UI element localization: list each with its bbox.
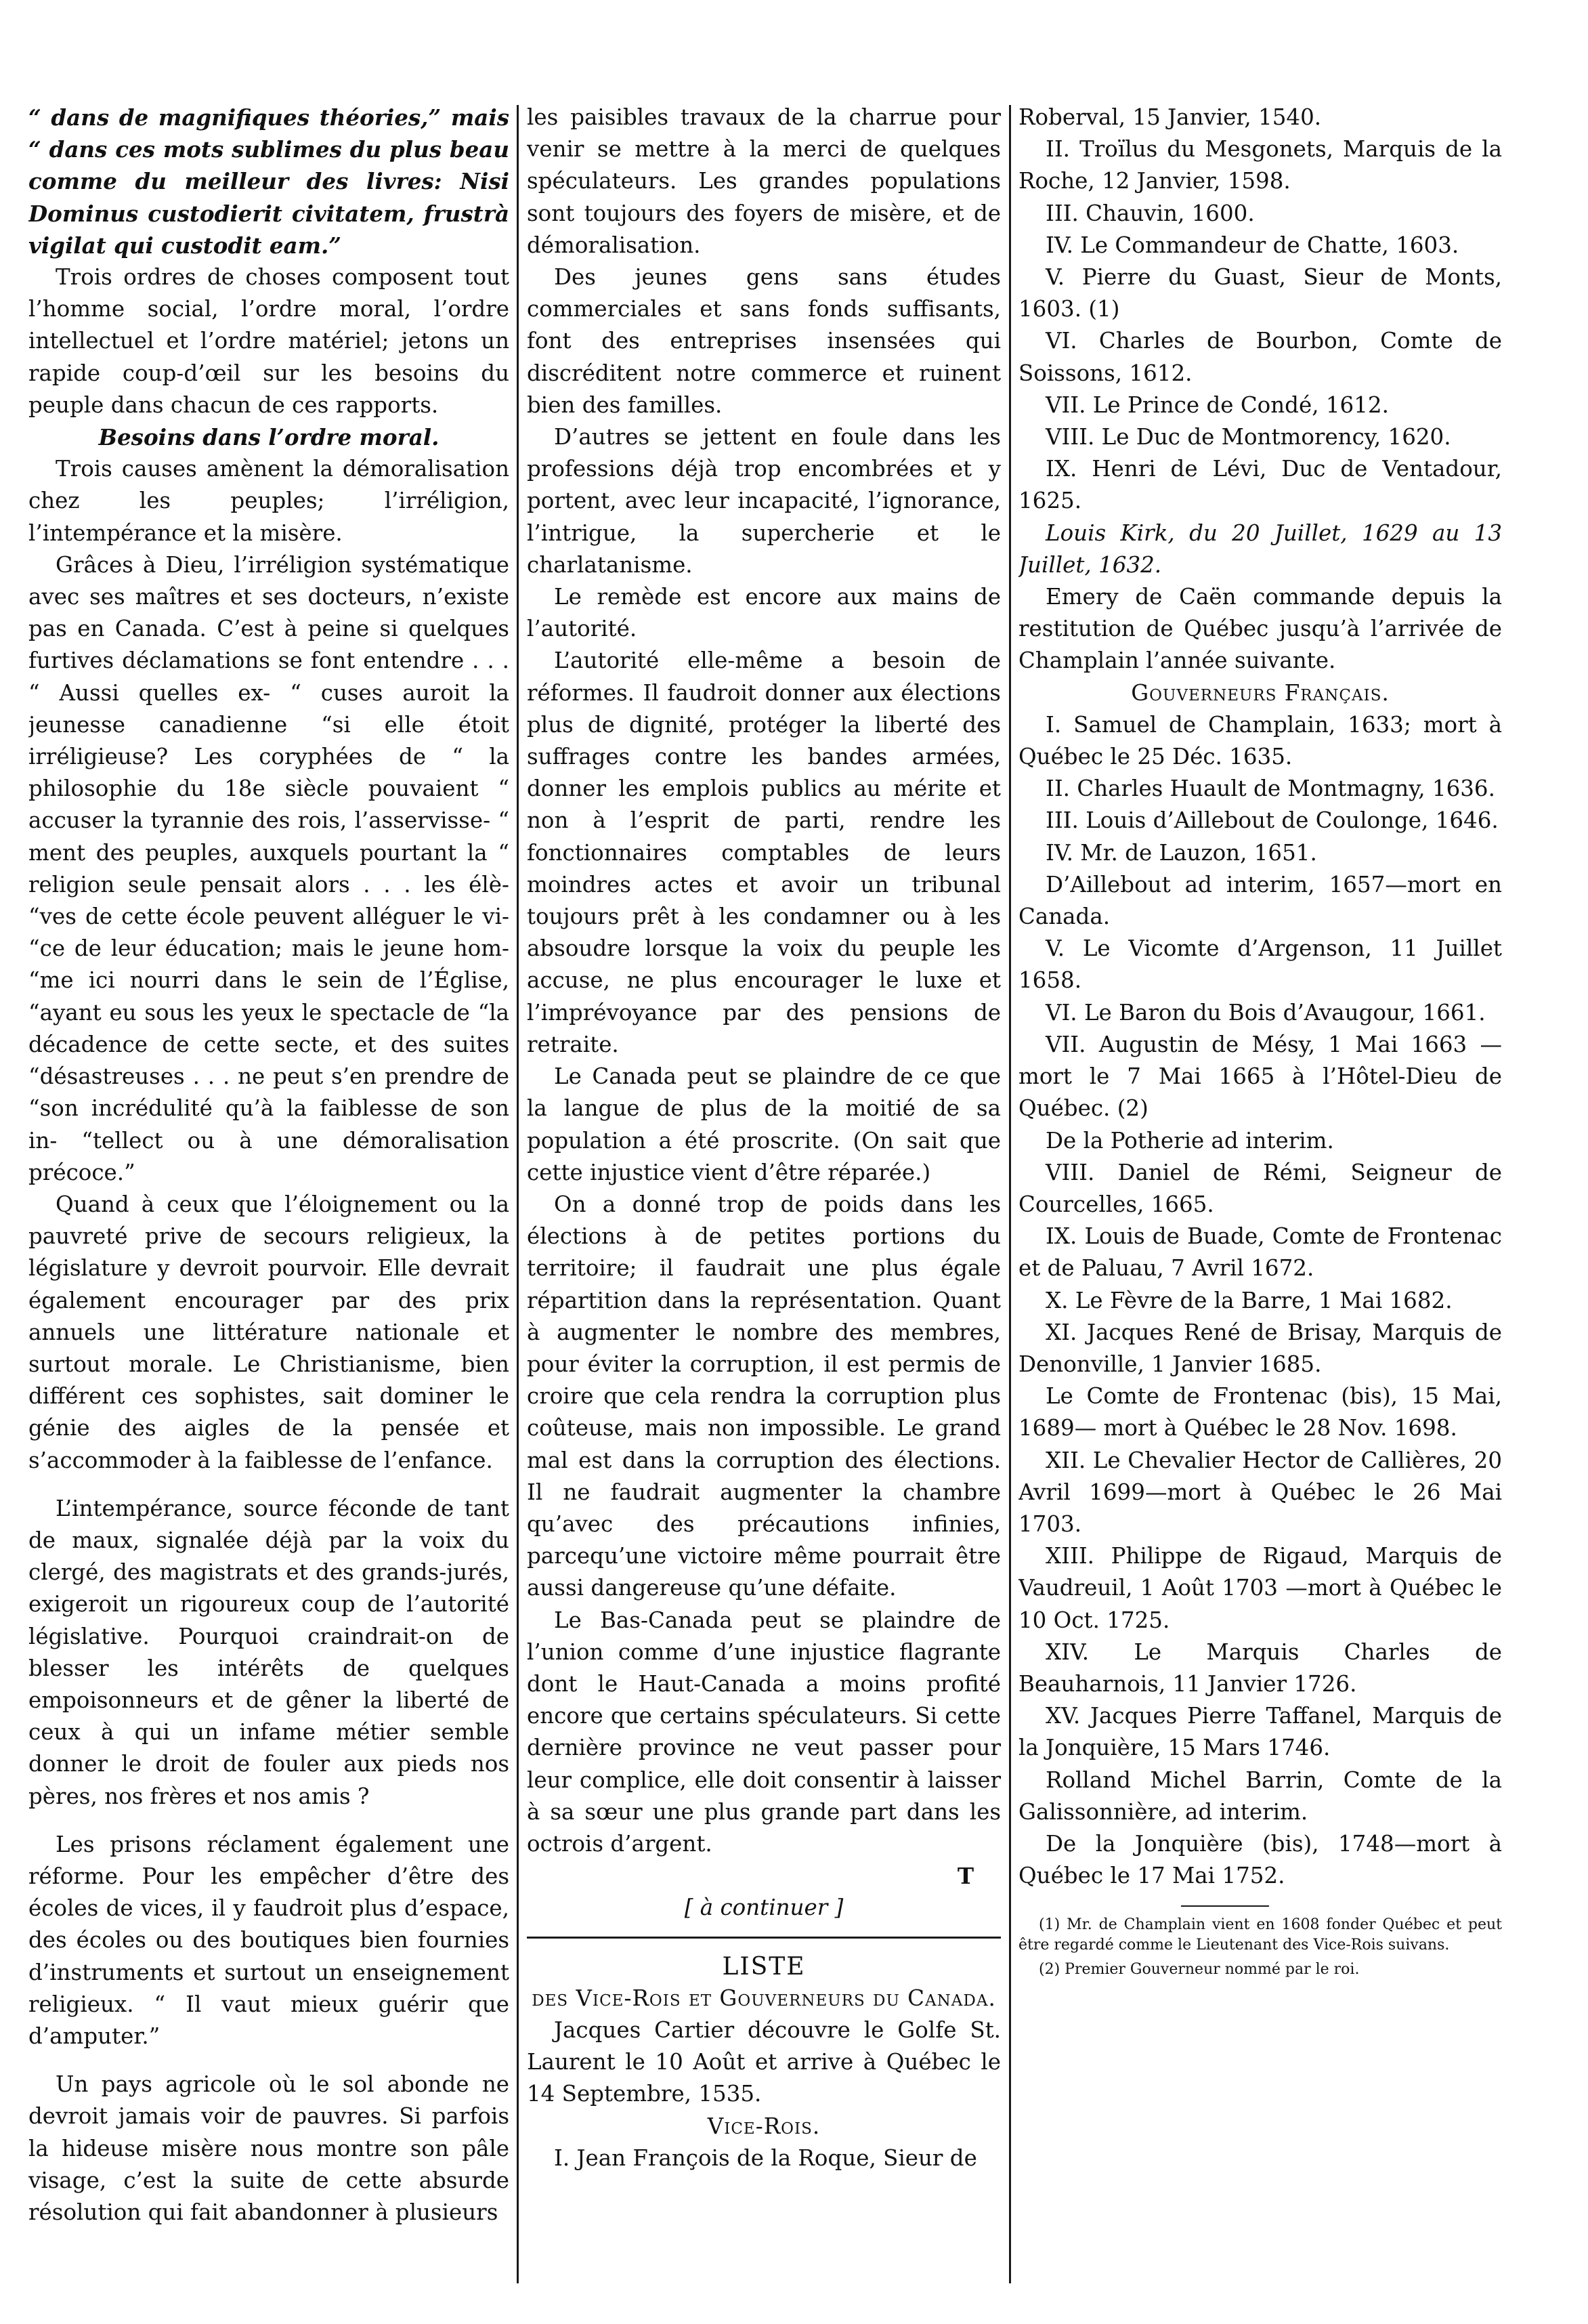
list-entry: VI. Charles de Bourbon, Comte de Soissons, 1612. <box>1018 328 1502 386</box>
section-heading: Vice-Rois. <box>707 2113 821 2139</box>
paragraph: Grâces à Dieu, l’irréligion systématique avec ses maîtres et ses docteurs, n’existe pas en Canada. C’est à peine si quelques furtives déclamations se font entendre . . . “ Aussi quelles ex- “ cuses auroit la jeunesse canadienne “si elle étoit irréligieuse? Les coryphées de “ la philosophie du 18e siècle pouvaient “ accuser la tyrannie des rois, l’asservisse- “ ment des peuples, auxquels pourtant la “ religion seule pensait alors . . . les élè- “ves de cette école peuvent alléguer le vi- “ce de leur éducation; mais le jeune hom- “me ici nourri dans le sein de l’Église, “ayant eu sous les yeux le spectacle de “la décadence de cette secte, et des suites “désastreuses . . . ne peut s’en prendre de “son incrédulité qu’à la faiblesse de son in- “tellect ou à une démoralisation précoce.” <box>28 551 509 1185</box>
list-entry: IX. Henri de Lévi, Duc de Ventadour, 1625. <box>1018 456 1502 514</box>
list-entry: VII. Le Prince de Condé, 1612. <box>1046 392 1389 418</box>
paragraph: Trois causes amènent la démoralisation chez les peuples; l’irréligion, l’intempérance et la misère. <box>28 456 509 546</box>
paragraph: “ dans de magnifiques théories,” mais “ dans ces mots sublimes du plus beau comme du meilleur des livres: Nisi Dominus custodierit civitatem, frustrà vigilat qui custodit eam.” <box>28 104 509 259</box>
list-entry: VIII. Le Duc de Montmorency, 1620. <box>1046 424 1451 450</box>
list-entry: V. Pierre du Guast, Sieur de Monts, 1603. (1) <box>1018 264 1502 322</box>
list-entry: IX. Louis de Buade, Comte de Frontenac et de Paluau, 7 Avril 1672. <box>1018 1223 1502 1282</box>
list-entry: Rolland Michel Barrin, Comte de la Galissonnière, ad interim. <box>1018 1767 1502 1825</box>
paragraph: Jacques Cartier découvre le Golfe St. Laurent le 10 Août et arrive à Québec le 14 Septembre, 1535. <box>527 2016 1001 2107</box>
list-entry: Le Comte de Frontenac (bis), 15 Mai, 1689— mort à Québec le 28 Nov. 1698. <box>1018 1383 1502 1441</box>
list-entry: I. Jean François de la Roque, Sieur de <box>554 2145 977 2171</box>
paragraph: Les prisons réclament également une réforme. Pour les empêcher d’être des écoles de vices, il y faudroit plus d’espace, des écoles ou des boutiques bien fournies d’instruments et surtout un enseignement religieux. “ Il vaut mieux guérir que d’amputer.” <box>28 1831 509 2049</box>
list-entry: VIII. Daniel de Rémi, Seigneur de Courcelles, 1665. <box>1018 1159 1502 1217</box>
footnote-rule <box>1181 1905 1269 1907</box>
list-entry: D’Aillebout ad interim, 1657—mort en Canada. <box>1018 871 1502 930</box>
paragraph: Le remède est encore aux mains de l’autorité. <box>527 584 1001 642</box>
paragraph: Des jeunes gens sans études commerciales et sans fonds suffisants, font des entreprises insensées qui discréditent notre commerce et ruinent bien des familles. <box>527 264 1001 418</box>
section-heading: Besoins dans l’ordre moral. <box>98 424 439 451</box>
author-signature: T <box>957 1863 974 1890</box>
list-entry: IV. Le Commandeur de Chatte, 1603. <box>1046 232 1459 258</box>
section-divider <box>527 1937 1001 1939</box>
list-entry: XIV. Le Marquis Charles de Beauharnois, 11 Janvier 1726. <box>1018 1639 1502 1697</box>
list-entry: II. Troïlus du Mesgonets, Marquis de la Roche, 12 Janvier, 1598. <box>1018 136 1502 194</box>
list-entry: IV. Mr. de Lauzon, 1651. <box>1046 839 1317 866</box>
column-3 <box>1018 102 1502 2290</box>
list-entry: XIII. Philippe de Rigaud, Marquis de Vaudreuil, 1 Août 1703 —mort à Québec le 10 Oct. 1725. <box>1018 1543 1502 1633</box>
column-rule <box>517 105 519 2283</box>
list-entry: II. Charles Huault de Montmagny, 1636. <box>1046 776 1495 802</box>
list-entry: VI. Le Baron du Bois d’Avaugour, 1661. <box>1046 999 1486 1026</box>
column-rule <box>1009 105 1011 2283</box>
paragraph: Quand à ceux que l’éloignement ou la pauvreté prive de secours religieux, la législature y devroit pourvoir. Elle devrait également encourager par des prix annuels une littérature nationale et surtout morale. Le Christianisme, bien différent ces sophistes, sait dominer le génie des aigles de la pensée et s’accommoder à la faiblesse de l’enfance. <box>28 1191 509 1473</box>
to-be-continued-note: [ à continuer ] <box>684 1895 844 1921</box>
list-entry: VII. Augustin de Mésy, 1 Mai 1663 —mort le 7 Mai 1665 à l’Hôtel-Dieu de Québec. (2) <box>1018 1031 1502 1122</box>
paragraph: L’intempérance, source féconde de tant de maux, signalée déjà par la voix du clergé, des magistrats et des grands-jurés, exigeroit un rigoureux coup de l’autorité législative. Pourquoi craindrait-on de blesser les intérêts de quelques empoisonneurs et de gêner la liberté de ceux à qui un infame métier semble donner le droit de fouler aux pieds nos pères, nos frères et nos amis ? <box>28 1495 509 1809</box>
list-entry: XV. Jacques Pierre Taffanel, Marquis de la Jonquière, 15 Mars 1746. <box>1018 1703 1502 1761</box>
footnote: (2) Premier Gouverneur nommé par le roi. <box>1039 1961 1360 1979</box>
list-subtitle: des Vice-Rois et Gouverneurs du Canada. <box>532 1985 996 2011</box>
list-title: LISTE <box>722 1952 806 1981</box>
list-entry: V. Le Vicomte d’Argenson, 11 Juillet 1658. <box>1018 935 1502 994</box>
list-entry: XI. Jacques René de Brisay, Marquis de Denonville, 1 Janvier 1685. <box>1018 1319 1502 1377</box>
paragraph: Un pays agricole où le sol abonde ne devroit jamais voir de pauvres. Si parfois la hideuse misère nous montre son pâle visage, c’est la suite de cette absurde résolution qui fait abandonner à plusieurs <box>28 2071 509 2225</box>
list-entry: De la Potherie ad interim. <box>1046 1127 1334 1154</box>
column-2 <box>527 102 1001 2290</box>
paragraph: Le Canada peut se plaindre de ce que la langue de plus de la moitié de sa population a été proscrite. (On sait que cette injustice vient d’être réparée.) <box>527 1063 1001 1185</box>
list-entry: III. Louis d’Aillebout de Coulonge, 1646. <box>1046 807 1499 834</box>
list-entry: Louis Kirk, du 20 Juillet, 1629 au 13 Juillet, 1632. <box>1018 520 1502 578</box>
paragraph: les paisibles travaux de la charrue pour venir se mettre à la merci de quelques spéculateurs. Les grandes populations sont toujours des foyers de misère, et de démoralisation. <box>527 104 1001 258</box>
footnote: (1) Mr. de Champlain vient en 1608 fonder Québec et peut être regardé comme le Lieutenant des Vice-Rois suivans. <box>1018 1916 1502 1954</box>
list-entry: XII. Le Chevalier Hector de Callières, 20 Avril 1699—mort à Québec le 26 Mai 1703. <box>1018 1447 1502 1537</box>
paragraph: On a donné trop de poids dans les élections à de petites portions du territoire; il faudrait une plus égale répartition dans la représentation. Quant à augmenter le nombre des membres, pour éviter la corruption, il est permis de croire que cela rendra la corruption plus coûteuse, mais non impossible. Le grand mal est dans la corruption des élections. Il ne faudrait augmenter la chambre qu’avec des précautions infinies, parcequ’une victoire même pourrait être aussi dangereuse qu’une défaite. <box>527 1191 1001 1601</box>
list-entry: X. Le Fèvre de la Barre, 1 Mai 1682. <box>1046 1287 1453 1313</box>
paragraph: L’autorité elle-même a besoin de réformes. Il faudroit donner aux élections plus de dignité, protéger la liberté des suffrages contre les bandes armées, donner les emplois publics au mérite et non à l’esprit de parti, rendre les fonctionnaires comptables de leurs moindres actes et avoir un tribunal toujours prêt à les condamner ou à les absoudre lorsque la voix du peuple les accuse, ne plus encourager le luxe et l’imprévoyance par des pensions de retraite. <box>527 648 1001 1057</box>
paragraph: Le Bas-Canada peut se plaindre de l’union comme d’une injustice flagrante dont le Haut-Canada a moins profité encore que certains spéculateurs. Si cette dernière province ne veut passer pour leur complice, elle doit consentir à laisser à sa sœur une plus grande part dans les octrois d’argent. <box>527 1607 1001 1857</box>
list-entry: Roberval, 15 Janvier, 1540. <box>1018 104 1322 130</box>
paragraph: Trois ordres de choses composent tout l’homme social, l’ordre moral, l’ordre intellectuel et l’ordre matériel; jetons un rapide coup-d’œil sur les besoins du peuple dans chacun de ces rapports. <box>28 264 509 418</box>
section-heading: Gouverneurs Français. <box>1131 679 1390 706</box>
list-entry: I. Samuel de Champlain, 1633; mort à Québec le 25 Déc. 1635. <box>1018 711 1502 770</box>
paragraph: D’autres se jettent en foule dans les professions déjà trop encombrées et y portent, avec leur incapacité, l’ignorance, l’intrigue, la supercherie et le charlatanisme. <box>527 424 1001 578</box>
column-1 <box>28 102 509 2290</box>
list-entry: III. Chauvin, 1600. <box>1046 200 1255 226</box>
list-entry: Emery de Caën commande depuis la restitution de Québec jusqu’à l’arrivée de Champlain l’année suivante. <box>1018 584 1502 674</box>
list-entry: De la Jonquière (bis), 1748—mort à Québec le 17 Mai 1752. <box>1018 1830 1502 1889</box>
